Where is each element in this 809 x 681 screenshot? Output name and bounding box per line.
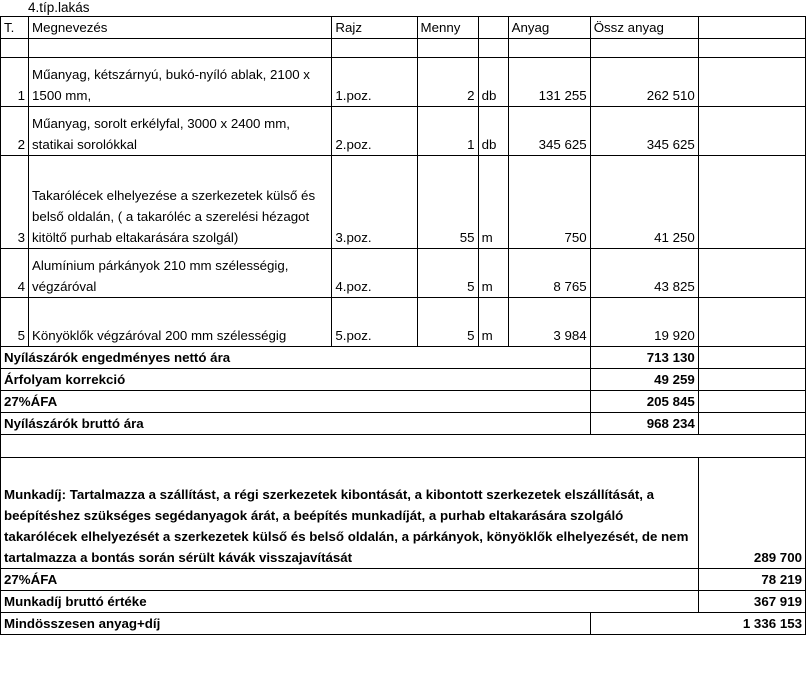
column-header-name: Megnevezés (29, 17, 332, 39)
row-extra (698, 107, 805, 156)
labor-vat-label: 27%ÁFA (1, 569, 699, 591)
summary-row (1, 369, 806, 391)
table-row (1, 156, 806, 249)
table-row (1, 58, 806, 107)
section-spacer-row (1, 435, 806, 458)
row-description: Alumínium párkányok 210 mm szélességig, végzáróval (29, 249, 332, 298)
row-description: Könyöklők végzáróval 200 mm szélességig (29, 298, 332, 347)
column-header-unit (478, 17, 508, 39)
summary-extra (698, 369, 805, 391)
table-header-row (1, 17, 806, 39)
table-row (1, 107, 806, 156)
row-unit: m (478, 156, 508, 249)
row-extra (698, 249, 805, 298)
summary-row (1, 347, 806, 369)
row-total-price: 43 825 (590, 249, 698, 298)
labor-value: 289 700 (698, 458, 805, 569)
row-description: Műanyag, sorolt erkélyfal, 3000 x 2400 mm, statikai sorolókkal (29, 107, 332, 156)
grand-total-row (1, 613, 806, 635)
grand-total-label: Mindösszesen anyag+díj (1, 613, 591, 635)
labor-gross-value: 367 919 (698, 591, 805, 613)
summary-extra (698, 347, 805, 369)
labor-vat-value: 78 219 (698, 569, 805, 591)
row-quantity: 55 (417, 156, 478, 249)
column-header-total: Össz anyag (590, 17, 698, 39)
labor-description: Munkadíj: Tartalmazza a szállítást, a régi szerkezetek kibontását, a kibontott szerkezetek elszállítását, a beépítéshez szükséges segédanyagok árát, a beépítés munkadíját, a purhab eltakarására szolgáló takarólécek elhelyezését a szerkezetek külső és belső oldalán, a párkányok, könyöklők elhelyezését, de nem tartalmazza a bontás során sérült kávák visszajavítását (1, 458, 699, 569)
row-material-price: 3 984 (508, 298, 590, 347)
summary-value: 713 130 (590, 347, 698, 369)
row-description: Műanyag, kétszárnyú, bukó-nyíló ablak, 2100 x 1500 mm, (29, 58, 332, 107)
row-quantity: 1 (417, 107, 478, 156)
labor-row (1, 458, 806, 569)
blank-cell (417, 39, 478, 58)
row-unit: db (478, 107, 508, 156)
summary-label: 27%ÁFA (1, 391, 591, 413)
summary-label: Nyílászárók engedményes nettó ára (1, 347, 591, 369)
blank-cell (698, 39, 805, 58)
labor-vat-row (1, 569, 806, 591)
row-unit: m (478, 298, 508, 347)
blank-cell (1, 39, 29, 58)
summary-label: Árfolyam korrekció (1, 369, 591, 391)
row-extra (698, 156, 805, 249)
row-unit: db (478, 58, 508, 107)
summary-row (1, 391, 806, 413)
table-row (1, 249, 806, 298)
row-extra (698, 58, 805, 107)
row-total-price: 19 920 (590, 298, 698, 347)
summary-extra (698, 413, 805, 435)
row-drawing: 5.poz. (332, 298, 417, 347)
row-index: 2 (1, 107, 29, 156)
blank-row (1, 39, 806, 58)
blank-cell (508, 39, 590, 58)
spacer-cell (1, 435, 806, 458)
row-index: 5 (1, 298, 29, 347)
row-total-price: 345 625 (590, 107, 698, 156)
row-index: 1 (1, 58, 29, 107)
grand-total-value: 1 336 153 (590, 613, 805, 635)
summary-value: 968 234 (590, 413, 698, 435)
summary-extra (698, 391, 805, 413)
row-quantity: 5 (417, 249, 478, 298)
summary-value: 49 259 (590, 369, 698, 391)
row-index: 3 (1, 156, 29, 249)
blank-cell (332, 39, 417, 58)
summary-label: Nyílászárók bruttó ára (1, 413, 591, 435)
row-material-price: 750 (508, 156, 590, 249)
row-drawing: 4.poz. (332, 249, 417, 298)
column-header-extra (698, 17, 805, 39)
column-header-drawing: Rajz (332, 17, 417, 39)
table-row (1, 298, 806, 347)
row-unit: m (478, 249, 508, 298)
blank-cell (590, 39, 698, 58)
row-quantity: 2 (417, 58, 478, 107)
page-title: 4.típ.lakás (28, 0, 90, 15)
row-material-price: 345 625 (508, 107, 590, 156)
row-quantity: 5 (417, 298, 478, 347)
summary-value: 205 845 (590, 391, 698, 413)
row-index: 4 (1, 249, 29, 298)
labor-gross-row (1, 591, 806, 613)
row-drawing: 2.poz. (332, 107, 417, 156)
column-header-material: Anyag (508, 17, 590, 39)
blank-cell (478, 39, 508, 58)
column-header-qty: Menny (417, 17, 478, 39)
column-header-t: T. (1, 17, 29, 39)
labor-gross-label: Munkadíj bruttó értéke (1, 591, 699, 613)
row-drawing: 3.poz. (332, 156, 417, 249)
row-total-price: 41 250 (590, 156, 698, 249)
row-extra (698, 298, 805, 347)
row-drawing: 1.poz. (332, 58, 417, 107)
row-material-price: 131 255 (508, 58, 590, 107)
summary-row (1, 413, 806, 435)
row-description: Takarólécek elhelyezése a szerkezetek külső és belső oldalán, ( a takaróléc a szerelési hézagot kitöltő purhab eltakarására szolgál) (29, 156, 332, 249)
row-material-price: 8 765 (508, 249, 590, 298)
blank-cell (29, 39, 332, 58)
cost-estimate-table (0, 16, 806, 635)
row-total-price: 262 510 (590, 58, 698, 107)
